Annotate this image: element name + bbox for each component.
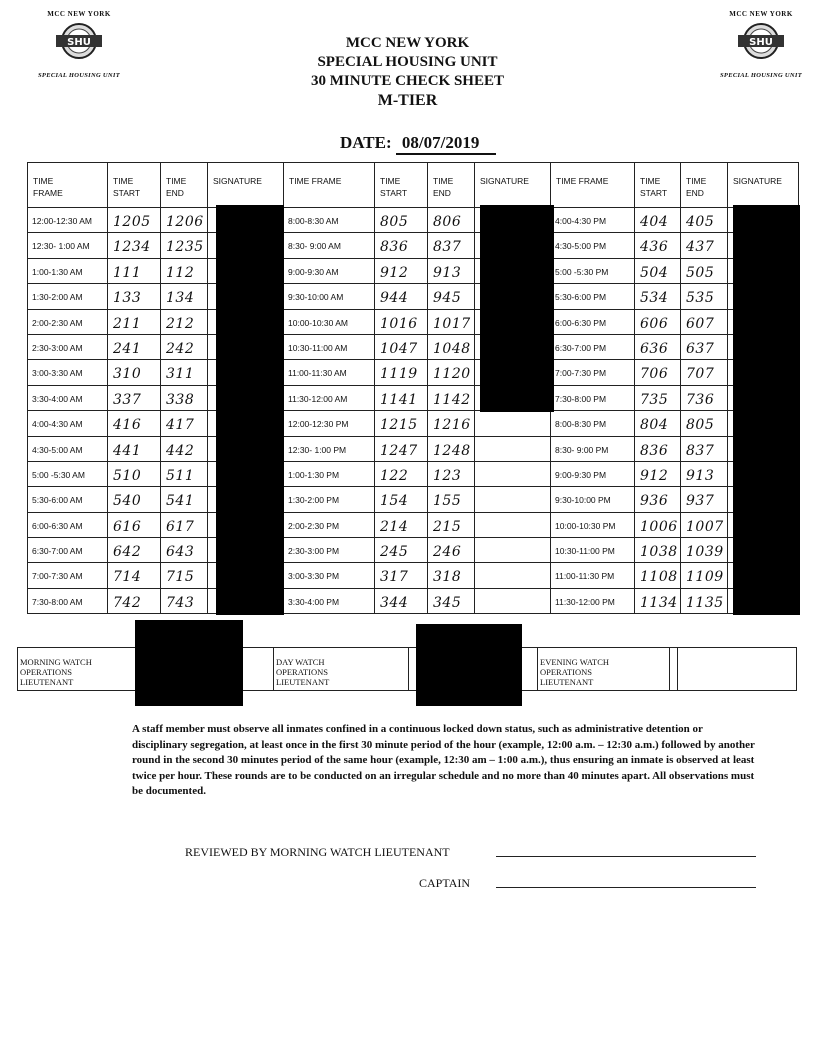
col-signature: SIGNATURE <box>475 163 551 208</box>
time-end-cell: 155 <box>428 487 475 512</box>
time-start-cell: 214 <box>375 512 428 537</box>
time-end-cell: 1248 <box>428 436 475 461</box>
time-frame-cell: 2:30-3:00 PM <box>284 538 375 563</box>
time-frame-cell: 8:00-8:30 AM <box>284 208 375 233</box>
time-frame-cell: 4:30-5:00 AM <box>28 436 108 461</box>
table-row <box>28 487 799 512</box>
col-time-end: TIME END <box>428 163 475 208</box>
redaction-block <box>733 205 800 615</box>
title-line-1: MCC NEW YORK <box>345 35 470 51</box>
time-frame-cell: 11:00-11:30 PM <box>551 563 635 588</box>
time-end-cell: 1142 <box>428 385 475 410</box>
time-start-cell: 912 <box>635 461 681 486</box>
time-end-cell: 643 <box>161 538 208 563</box>
time-frame-cell: 11:00-11:30 AM <box>284 360 375 385</box>
time-end-cell: 805 <box>681 411 728 436</box>
logo-bottom-text: SPECIAL HOUSING UNIT <box>38 72 120 79</box>
time-start-cell: 804 <box>635 411 681 436</box>
time-start-cell: 122 <box>375 461 428 486</box>
time-frame-cell: 5:00 -5:30 AM <box>28 461 108 486</box>
signature-cell <box>475 563 551 588</box>
time-end-cell: 945 <box>428 284 475 309</box>
title-line-4: M-TIER <box>377 92 438 109</box>
time-frame-cell: 12:30- 1:00 AM <box>28 233 108 258</box>
watch-lieutenant-row <box>17 647 797 691</box>
time-frame-cell: 1:00-1:30 PM <box>284 461 375 486</box>
table-row <box>28 208 799 233</box>
time-frame-cell: 1:00-1:30 AM <box>28 258 108 283</box>
time-start-cell: 534 <box>635 284 681 309</box>
time-frame-cell: 9:30-10:00 PM <box>551 487 635 512</box>
table-row <box>28 309 799 334</box>
time-start-cell: 1134 <box>635 588 681 613</box>
time-start-cell: 1108 <box>635 563 681 588</box>
time-end-cell: 913 <box>428 258 475 283</box>
table-header-row <box>28 163 799 208</box>
time-frame-cell: 6:00-6:30 PM <box>551 309 635 334</box>
time-frame-cell: 6:30-7:00 PM <box>551 334 635 359</box>
time-frame-cell: 3:30-4:00 PM <box>284 588 375 613</box>
time-start-cell: 1006 <box>635 512 681 537</box>
time-end-cell: 1206 <box>161 208 208 233</box>
col-signature: SIGNATURE <box>728 163 799 208</box>
signature-cell <box>475 436 551 461</box>
col-time-frame: TIME FRAME <box>551 163 635 208</box>
table-row <box>28 588 799 613</box>
col-signature: SIGNATURE <box>208 163 284 208</box>
time-frame-cell: 8:00-8:30 PM <box>551 411 635 436</box>
title-line-2: SPECIAL HOUSING UNIT <box>317 54 498 70</box>
time-start-cell: 1205 <box>108 208 161 233</box>
time-start-cell: 111 <box>108 258 161 283</box>
time-frame-cell: 2:00-2:30 AM <box>28 309 108 334</box>
col-time-frame: TIME FRAME <box>284 163 375 208</box>
time-frame-cell: 10:30-11:00 PM <box>551 538 635 563</box>
col-time-end: TIME END <box>681 163 728 208</box>
time-start-cell: 616 <box>108 512 161 537</box>
col-time-frame: TIME FRAME <box>28 163 108 208</box>
time-start-cell: 742 <box>108 588 161 613</box>
table-row <box>28 563 799 588</box>
time-end-cell: 715 <box>161 563 208 588</box>
title-line-3: 30 MINUTE CHECK SHEET <box>311 73 504 89</box>
document-title <box>0 34 815 110</box>
time-start-cell: 1247 <box>375 436 428 461</box>
time-end-cell: 242 <box>161 334 208 359</box>
table-row <box>28 512 799 537</box>
time-start-cell: 133 <box>108 284 161 309</box>
time-frame-cell: 1:30-2:00 PM <box>284 487 375 512</box>
time-start-cell: 310 <box>108 360 161 385</box>
time-end-cell: 837 <box>428 233 475 258</box>
time-end-cell: 913 <box>681 461 728 486</box>
time-start-cell: 912 <box>375 258 428 283</box>
time-start-cell: 337 <box>108 385 161 410</box>
time-frame-cell: 12:30- 1:00 PM <box>284 436 375 461</box>
signature-cell <box>475 538 551 563</box>
signature-cell <box>475 588 551 613</box>
time-frame-cell: 8:30- 9:00 PM <box>551 436 635 461</box>
time-end-cell: 246 <box>428 538 475 563</box>
table-row <box>28 360 799 385</box>
time-end-cell: 405 <box>681 208 728 233</box>
day-watch-label: DAY WATCH OPERATIONS LIEUTENANT <box>274 648 409 690</box>
time-frame-cell: 5:00 -5:30 PM <box>551 258 635 283</box>
time-frame-cell: 3:00-3:30 PM <box>284 563 375 588</box>
time-end-cell: 442 <box>161 436 208 461</box>
time-end-cell: 806 <box>428 208 475 233</box>
badge-text: SHU <box>67 37 91 48</box>
time-start-cell: 642 <box>108 538 161 563</box>
time-start-cell: 1016 <box>375 309 428 334</box>
time-end-cell: 1109 <box>681 563 728 588</box>
time-frame-cell: 5:30-6:00 AM <box>28 487 108 512</box>
time-frame-cell: 1:30-2:00 AM <box>28 284 108 309</box>
table-row <box>28 233 799 258</box>
time-frame-cell: 9:00-9:30 AM <box>284 258 375 283</box>
time-start-cell: 1234 <box>108 233 161 258</box>
time-frame-cell: 2:00-2:30 PM <box>284 512 375 537</box>
policy-notice: A staff member must observe all inmates confined in a continuous locked down status, such as administrative detention or disciplinary segregation, at least once in the first 30 minute period of the hour (example, 12:00 a.m. – 12:30 a.m.) followed by another round in the second 30 minutes period of the same hour (example, 12:30 am – 1:00 a.m.), thus ensuring an inmate is observed at least twice per hour. These rounds are to be conducted on an irregular schedule and no more than 40 minutes apart. All observations must be documented. <box>132 723 755 797</box>
time-frame-cell: 11:30-12:00 PM <box>551 588 635 613</box>
signature-cell <box>475 461 551 486</box>
time-end-cell: 1135 <box>681 588 728 613</box>
time-end-cell: 1216 <box>428 411 475 436</box>
time-frame-cell: 4:30-5:00 PM <box>551 233 635 258</box>
time-start-cell: 540 <box>108 487 161 512</box>
time-frame-cell: 7:30-8:00 PM <box>551 385 635 410</box>
table-row <box>28 258 799 283</box>
time-frame-cell: 2:30-3:00 AM <box>28 334 108 359</box>
date-label: DATE: <box>340 133 392 152</box>
review-lieutenant-line <box>496 856 756 857</box>
time-start-cell: 836 <box>375 233 428 258</box>
redaction-block <box>416 624 522 706</box>
evening-watch-signature <box>678 648 796 690</box>
time-start-cell: 606 <box>635 309 681 334</box>
time-frame-cell: 7:30-8:00 AM <box>28 588 108 613</box>
time-end-cell: 123 <box>428 461 475 486</box>
time-frame-cell: 9:30-10:00 AM <box>284 284 375 309</box>
col-time-start: TIME START <box>108 163 161 208</box>
review-captain-label: CAPTAIN <box>419 876 471 890</box>
time-start-cell: 636 <box>635 334 681 359</box>
table-row <box>28 436 799 461</box>
time-start-cell: 706 <box>635 360 681 385</box>
time-start-cell: 245 <box>375 538 428 563</box>
redaction-block <box>216 205 284 615</box>
time-end-cell: 1048 <box>428 334 475 359</box>
time-frame-cell: 12:00-12:30 PM <box>284 411 375 436</box>
time-start-cell: 1141 <box>375 385 428 410</box>
time-start-cell: 441 <box>108 436 161 461</box>
time-frame-cell: 4:00-4:30 PM <box>551 208 635 233</box>
time-start-cell: 714 <box>108 563 161 588</box>
time-start-cell: 436 <box>635 233 681 258</box>
table-row <box>28 461 799 486</box>
time-frame-cell: 7:00-7:30 AM <box>28 563 108 588</box>
time-frame-cell: 7:00-7:30 PM <box>551 360 635 385</box>
signature-cell <box>475 512 551 537</box>
time-end-cell: 837 <box>681 436 728 461</box>
time-end-cell: 707 <box>681 360 728 385</box>
logo-top-text: MCC NEW YORK <box>47 10 111 18</box>
time-end-cell: 215 <box>428 512 475 537</box>
table-row <box>28 284 799 309</box>
time-end-cell: 1007 <box>681 512 728 537</box>
time-end-cell: 541 <box>161 487 208 512</box>
time-start-cell: 836 <box>635 436 681 461</box>
table-row <box>28 411 799 436</box>
time-frame-cell: 5:30-6:00 PM <box>551 284 635 309</box>
time-end-cell: 417 <box>161 411 208 436</box>
time-start-cell: 504 <box>635 258 681 283</box>
time-frame-cell: 10:30-11:00 AM <box>284 334 375 359</box>
time-start-cell: 510 <box>108 461 161 486</box>
time-start-cell: 1215 <box>375 411 428 436</box>
time-end-cell: 1235 <box>161 233 208 258</box>
time-frame-cell: 3:00-3:30 AM <box>28 360 108 385</box>
time-end-cell: 607 <box>681 309 728 334</box>
time-end-cell: 637 <box>681 334 728 359</box>
col-time-start: TIME START <box>375 163 428 208</box>
time-end-cell: 437 <box>681 233 728 258</box>
signature-cell <box>475 487 551 512</box>
evening-watch-label: EVENING WATCH OPERATIONS LIEUTENANT <box>538 648 670 690</box>
table-row <box>28 538 799 563</box>
evening-watch-spacer <box>670 648 678 690</box>
time-frame-cell: 12:00-12:30 AM <box>28 208 108 233</box>
time-start-cell: 735 <box>635 385 681 410</box>
time-end-cell: 318 <box>428 563 475 588</box>
time-end-cell: 937 <box>681 487 728 512</box>
morning-watch-label: MORNING WATCH OPERATIONS LIEUTENANT <box>18 648 136 690</box>
time-start-cell: 404 <box>635 208 681 233</box>
time-frame-cell: 8:30- 9:00 AM <box>284 233 375 258</box>
time-start-cell: 944 <box>375 284 428 309</box>
review-lieutenant-label: REVIEWED BY MORNING WATCH LIEUTENANT <box>185 845 450 859</box>
time-frame-cell: 4:00-4:30 AM <box>28 411 108 436</box>
time-start-cell: 317 <box>375 563 428 588</box>
time-end-cell: 212 <box>161 309 208 334</box>
review-captain-line <box>496 887 756 888</box>
time-frame-cell: 10:00-10:30 AM <box>284 309 375 334</box>
table-row <box>28 334 799 359</box>
time-start-cell: 154 <box>375 487 428 512</box>
time-end-cell: 1120 <box>428 360 475 385</box>
time-end-cell: 743 <box>161 588 208 613</box>
time-end-cell: 736 <box>681 385 728 410</box>
time-end-cell: 345 <box>428 588 475 613</box>
time-start-cell: 241 <box>108 334 161 359</box>
table-row <box>28 385 799 410</box>
time-frame-cell: 9:00-9:30 PM <box>551 461 635 486</box>
badge-text: SHU <box>749 37 773 48</box>
time-end-cell: 511 <box>161 461 208 486</box>
time-frame-cell: 3:30-4:00 AM <box>28 385 108 410</box>
time-frame-cell: 10:00-10:30 PM <box>551 512 635 537</box>
time-start-cell: 1047 <box>375 334 428 359</box>
time-start-cell: 936 <box>635 487 681 512</box>
time-start-cell: 1038 <box>635 538 681 563</box>
check-sheet-table <box>27 162 799 614</box>
time-start-cell: 1119 <box>375 360 428 385</box>
time-end-cell: 338 <box>161 385 208 410</box>
logo-bottom-text: SPECIAL HOUSING UNIT <box>720 72 802 79</box>
col-time-end: TIME END <box>161 163 208 208</box>
time-frame-cell: 6:30-7:00 AM <box>28 538 108 563</box>
time-end-cell: 311 <box>161 360 208 385</box>
time-start-cell: 805 <box>375 208 428 233</box>
logo-top-text: MCC NEW YORK <box>729 10 793 18</box>
time-start-cell: 211 <box>108 309 161 334</box>
time-frame-cell: 11:30-12:00 AM <box>284 385 375 410</box>
redaction-block <box>480 205 554 412</box>
time-end-cell: 1039 <box>681 538 728 563</box>
col-time-start: TIME START <box>635 163 681 208</box>
date-value: 08/07/2019 <box>396 133 496 155</box>
redaction-block <box>135 620 243 706</box>
time-end-cell: 505 <box>681 258 728 283</box>
date-row <box>340 133 496 155</box>
time-end-cell: 617 <box>161 512 208 537</box>
time-start-cell: 416 <box>108 411 161 436</box>
time-start-cell: 344 <box>375 588 428 613</box>
time-frame-cell: 6:00-6:30 AM <box>28 512 108 537</box>
time-end-cell: 535 <box>681 284 728 309</box>
time-end-cell: 112 <box>161 258 208 283</box>
time-end-cell: 134 <box>161 284 208 309</box>
signature-cell <box>475 411 551 436</box>
time-end-cell: 1017 <box>428 309 475 334</box>
